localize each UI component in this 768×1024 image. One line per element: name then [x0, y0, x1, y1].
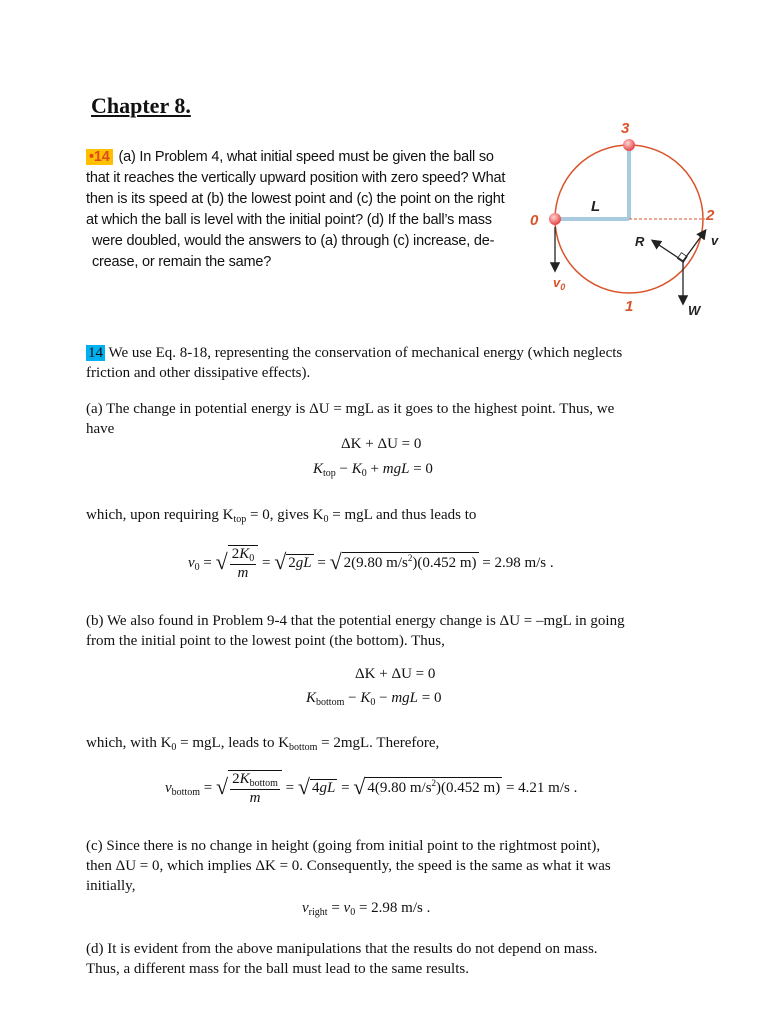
part-d-text: (d) It is evident from the above manipulations that the results do not depend on mass. Thus, a different mass for the ball must lead to the same results.: [86, 941, 598, 977]
label-3: 3: [621, 120, 630, 137]
label-2: 2: [706, 207, 715, 224]
part-a-speed-eq: $v_0$ = √ $\frac{2K_0}{m}$ = √ 2gL = √ 2(9.80 $m/s^2)(0.452$ m) = 2.98 m/s .: [188, 546, 554, 581]
ball-top: [623, 139, 635, 151]
pendulum-figure: [525, 115, 735, 320]
part-a-text: (a) The change in potential energy is ΔU = mgL as it goes to the highest point. Thus, we have: [86, 401, 615, 437]
part-b-speed-eq: $v_{bottom}$ = √ $\frac{2K_{bottom}}{m}$ = √ 4gL = √ 4(9.80 $m/s^2)(0.452$ m) = 4.21 m/s .: [165, 771, 578, 806]
v-arrow: [683, 231, 705, 261]
part-a-eq1: ΔK + ΔU = 0: [341, 436, 422, 452]
problem-tag: •14: [86, 149, 113, 165]
label-v: v: [711, 233, 719, 248]
ball-initial: [549, 213, 561, 225]
part-b-eq1: ΔK + ΔU = 0: [355, 666, 436, 682]
chapter-title: Chapter 8.: [91, 93, 191, 118]
problem-statement: [86, 147, 534, 273]
solution-number: 14: [88, 345, 103, 361]
problem-line-1: •14 (a) In Problem 4, what initial speed must be given the ball so: [86, 147, 534, 168]
label-L: L: [591, 198, 601, 215]
label-v0: $v_0$: [553, 275, 566, 292]
label-1: 1: [625, 298, 634, 315]
label-0: 0: [530, 212, 539, 229]
part-a-result-text: which, upon requiring $K_{top} = 0$, gives $K_0$ = mgL and thus leads to: [86, 507, 477, 525]
solution-intro: 14 We use Eq. 8-18, representing the conservation of mechanical energy (which neglects friction and other dissipative effects).: [86, 345, 623, 381]
part-c-text: (c) Since there is no change in height (going from initial point to the rightmost point), then ΔU = 0, which implies ΔK = 0. Consequently, the speed is the same as what it was initially,: [86, 838, 611, 894]
part-b-text: (b) We also found in Problem 9-4 that the potential energy change is ΔU = –mgL in going from the initial point to the lowest point (the bottom). Thus,: [86, 613, 625, 649]
r-arrow: [653, 241, 683, 261]
problem-line-3: then is its speed at (b) the lowest point and (c) the point on the right: [86, 191, 505, 207]
part-b-eq2: $K_{bottom} - K_0$ − mgL = 0: [306, 690, 442, 708]
part-a-eq2: $K_{top} - K_0$ + mgL = 0: [313, 461, 433, 479]
part-c-eq: $v_{right} = v_0 = 2.98$ m/s .: [302, 900, 431, 918]
problem-line-4: at which the ball is level with the initial point? (d) If the ball’s mass: [86, 212, 492, 228]
problem-line-5: were doubled, would the answers to (a) through (c) increase, de-: [92, 233, 495, 249]
label-R: R: [635, 234, 645, 249]
part-b-result-text: which, with $K_0$ = mgL, leads to $K_{bottom} = 2mgL$. Therefore,: [86, 735, 440, 753]
problem-line-2: that it reaches the vertically upward position with zero speed? What: [86, 170, 506, 186]
problem-line-6: crease, or remain the same?: [92, 254, 272, 270]
label-W: W: [688, 303, 701, 318]
